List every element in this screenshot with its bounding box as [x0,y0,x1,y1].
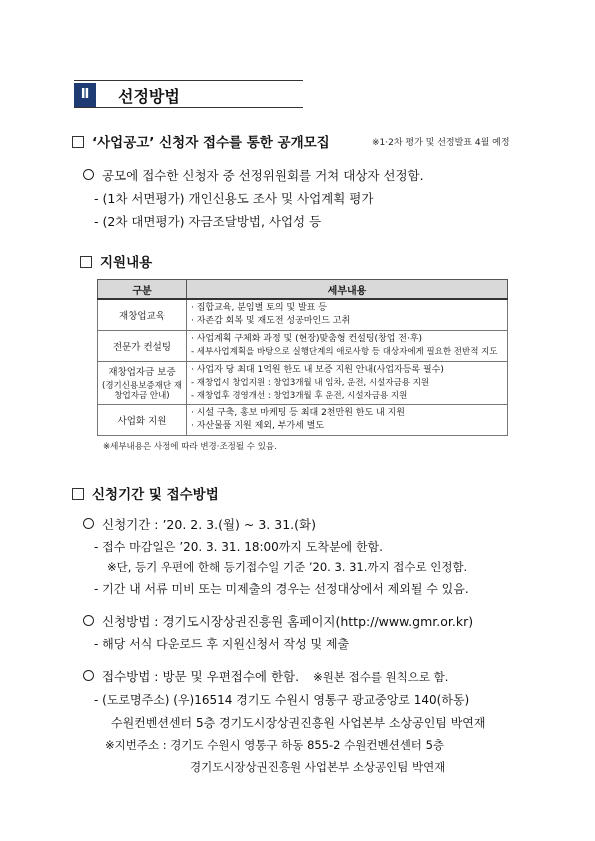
s3-heading [72,483,219,503]
hollow-circle-bullet-icon [83,670,94,681]
table-row [98,405,508,436]
detail-line: · 사업계획 구체화 과정 및 (현장)맞춤형 컨설팅(창업 전·후) [191,334,423,344]
s3-addr3: ※지번주소 : 경기도 수원시 영통구 하동 855-2 수원컨벤션센터 5층 [105,738,444,752]
s2-heading [80,251,152,271]
detail-line: · 시설 구축, 홍보 마케팅 등 최대 2천만원 한도 내 지원 [191,408,405,418]
s3-method-dash1: - 해당 서식 다운로드 후 지원신청서 작성 및 제출 [94,637,350,651]
table-header-category: 구분 [98,280,187,300]
s3-addr2: 수원컨벤션센터 5층 경기도시장상권진흥원 사업본부 소상공인팀 박연재 [111,716,486,730]
row-details [187,405,508,436]
s1-dash2: - (2차 대면평가) 자금조달방법, 사업성 등 [94,214,322,229]
section-top-rule [74,80,303,81]
table-header-details: 세부내용 [187,280,508,300]
section-title: 선정방법 [118,87,180,106]
s3-title: 신청기간 및 접수방법 [92,487,219,503]
s3-method: 신청방법 : 경기도시장상권진흥원 홈페이지(http://www.gmr.or.kr) [83,612,473,630]
row-category-label: 재창업자금 보증 [108,366,176,378]
detail-line: - 세부사업계획을 바탕으로 실행단계의 애로사항 등 대상자에게 필요한 전반적 지도 [191,347,498,357]
row-category [98,362,187,405]
table-header-row [98,280,508,300]
detail-line: · 사업자 당 최대 1억원 한도 내 보증 지원 안내(사업자등록 필수) [191,364,444,375]
detail-line: - 재창업시 창업지원 : 창업3개월 내 임차, 운전, 시설자금용 지원 [191,377,430,388]
s1-bullet: 공모에 접수한 신청자 중 선정위원회를 거쳐 대상자 선정함. [83,166,424,184]
s3-receipt: 접수방법 : 방문 및 우편접수에 한함. ※원본 접수를 원칙으로 함. [83,667,448,685]
row-details [187,362,508,405]
s2-title: 지원내용 [100,255,153,271]
hollow-circle-bullet-icon [83,615,94,626]
detail-line: · 집합교육, 분임별 토의 및 발표 등 [191,303,327,313]
checkbox-square-icon [72,136,84,148]
table-row [98,362,508,405]
detail-line: · 자존감 회복 및 재도전 성공마인드 고취 [191,316,351,326]
s3-period-dash2: - 기간 내 서류 미비 또는 미제출의 경우는 선정대상에서 제외될 수 있음. [94,582,469,596]
hollow-circle-bullet-icon [83,169,94,180]
s2-footnote: ※세부내용은 사정에 따라 변경·조정될 수 있음. [103,442,277,452]
checkbox-square-icon [72,488,84,500]
s3-period: 신청기간 : ’20. 2. 3.(월) ~ 3. 31.(화) [83,515,316,533]
s3-addr1: - (도로명주소) (우)16514 경기도 수원시 영통구 광교중앙로 140(하동) [94,693,470,707]
support-table [97,279,508,436]
row-category-sub: (경기신용보증재단 재창업자금 안내) [102,380,182,401]
row-category: 전문가 컨설팅 [98,331,187,362]
row-details [187,331,508,362]
receipt-note: ※원본 접수를 원칙으로 함. [313,670,449,684]
s1-heading [72,131,330,151]
s1-title: ‘사업공고’ 신청자 접수를 통한 공개모집 [92,135,330,151]
s1-note: ※1·2차 평가 및 선정발표 4월 예정 [372,138,510,148]
section-number-badge: Ⅱ [74,83,96,107]
table-row [98,331,508,362]
row-category: 재창업교육 [98,299,187,331]
s3-period-dash1: - 접수 마감일은 ’20. 3. 31. 18:00까지 도착분에 한함. [94,540,383,554]
row-details [187,299,508,331]
table-row [98,299,508,331]
checkbox-square-icon [80,256,92,268]
s3-addr4: 경기도시장상권진흥원 사업본부 소상공인팀 박연재 [190,760,446,774]
section-bottom-rule [74,107,303,108]
s3-period-note1: ※단, 등기 우편에 한해 등기접수일 기준 ’20. 3. 31.까지 접수로 인정함. [107,560,468,574]
detail-line: · 자산물품 지원 제외, 부가세 별도 [191,421,325,431]
hollow-circle-bullet-icon [83,518,94,529]
row-category: 사업화 지원 [98,405,187,436]
s1-dash1: - (1차 서면평가) 개인신용도 조사 및 사업계획 평가 [94,191,374,206]
detail-line: - 재창업후 경영개선 : 창업3개월 후 운전, 시설자금용 지원 [191,390,408,401]
